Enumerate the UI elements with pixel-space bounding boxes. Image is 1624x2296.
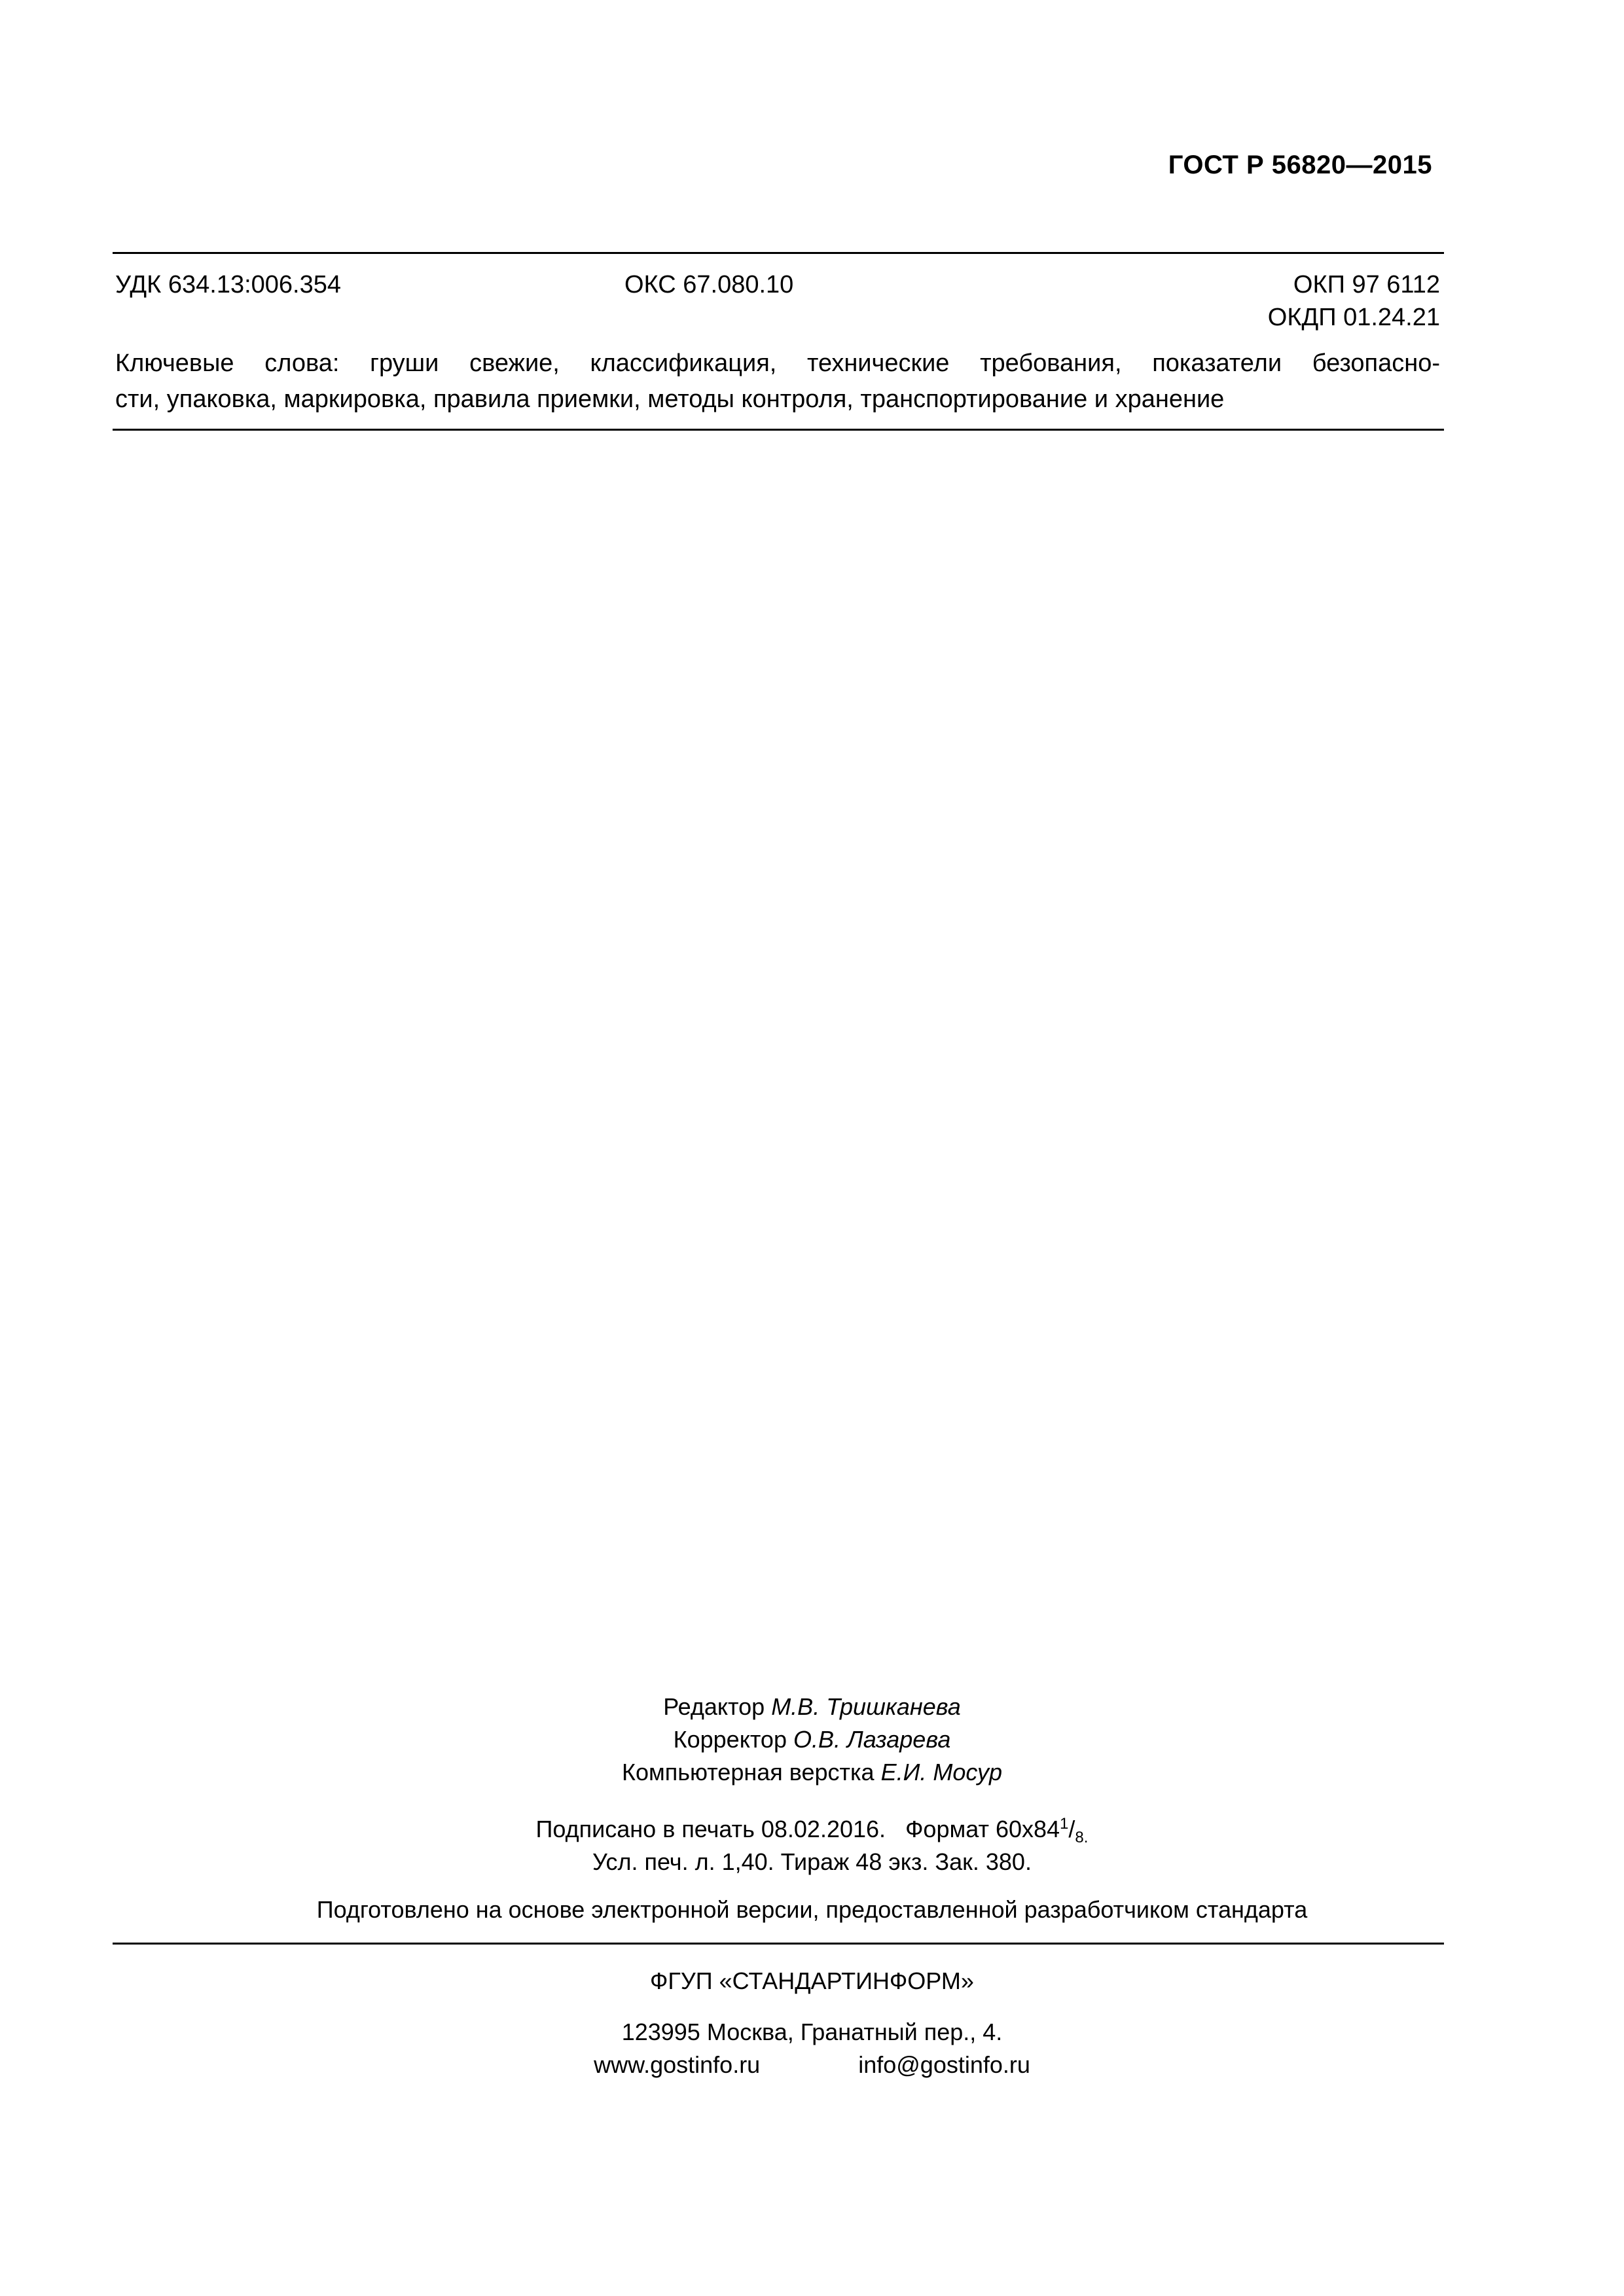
classification-row xyxy=(115,268,1440,334)
print-info-line-1: Подписано в печать 08.02.2016. Формат $60x84^1/_{8.}$ xyxy=(535,1815,1089,1847)
bottom-divider xyxy=(113,1943,1444,1945)
publisher-address: 123995 Москва, Гранатный пер., 4. xyxy=(621,2018,1003,2045)
format-denominator: 8 xyxy=(1075,1829,1084,1847)
credit-name: О.В. Лазарева xyxy=(793,1726,951,1753)
paper-format: Формат 60x84 xyxy=(905,1816,1060,1842)
keywords-line-2: сти, упаковка, маркировка, правила приемки, методы контроля, транспортирование и хранение xyxy=(115,386,1225,413)
oks-code: ОКС 67.080.10 xyxy=(624,271,794,298)
credit-layout xyxy=(0,1756,1624,1789)
credit-name: М.В. Тришканева xyxy=(771,1693,961,1720)
format-numerator: 1 xyxy=(1060,1815,1069,1833)
credit-corrector xyxy=(0,1723,1624,1756)
credit-role: Компьютерная верстка xyxy=(622,1759,875,1785)
credit-editor xyxy=(0,1691,1624,1723)
keywords-paragraph xyxy=(115,346,1440,418)
prepared-note: Подготовлено на основе электронной версии, предоставленной разработчиком стандарта xyxy=(316,1896,1308,1923)
publisher-contacts xyxy=(0,2049,1624,2081)
top-divider xyxy=(113,252,1444,254)
udk-code: УДК 634.13:006.354 xyxy=(115,271,342,298)
signed-date: Подписано в печать 08.02.2016. xyxy=(535,1816,886,1842)
publisher-name: ФГУП «СТАНДАРТИНФОРМ» xyxy=(650,1967,974,1994)
print-info-line-2: Усл. печ. л. 1,40. Тираж 48 экз. Зак. 380. xyxy=(592,1848,1032,1875)
okp-code: ОКП 97 6112 xyxy=(1293,271,1440,298)
publisher-address-block xyxy=(0,2016,1624,2081)
okp-okdp-block xyxy=(1268,268,1440,334)
keywords-line-1: Ключевые слова: груши свежие, классификация, технические требования, показатели безопасно- xyxy=(115,350,1440,377)
credits-block xyxy=(0,1691,1624,1789)
okdp-code: ОКДП 01.24.21 xyxy=(1267,304,1440,331)
publisher-email-link[interactable]: info@gostinfo.ru xyxy=(858,2051,1030,2078)
print-info-block xyxy=(0,1813,1624,1878)
format-end: . xyxy=(1083,1829,1089,1847)
credit-role: Корректор xyxy=(673,1726,787,1753)
credit-role: Редактор xyxy=(663,1693,765,1720)
document-code: ГОСТ Р 56820—2015 xyxy=(1168,151,1432,179)
publisher-website-link[interactable]: www.gostinfo.ru xyxy=(594,2051,761,2078)
credit-name: Е.И. Мосур xyxy=(880,1759,1002,1785)
keywords-divider xyxy=(113,429,1444,431)
